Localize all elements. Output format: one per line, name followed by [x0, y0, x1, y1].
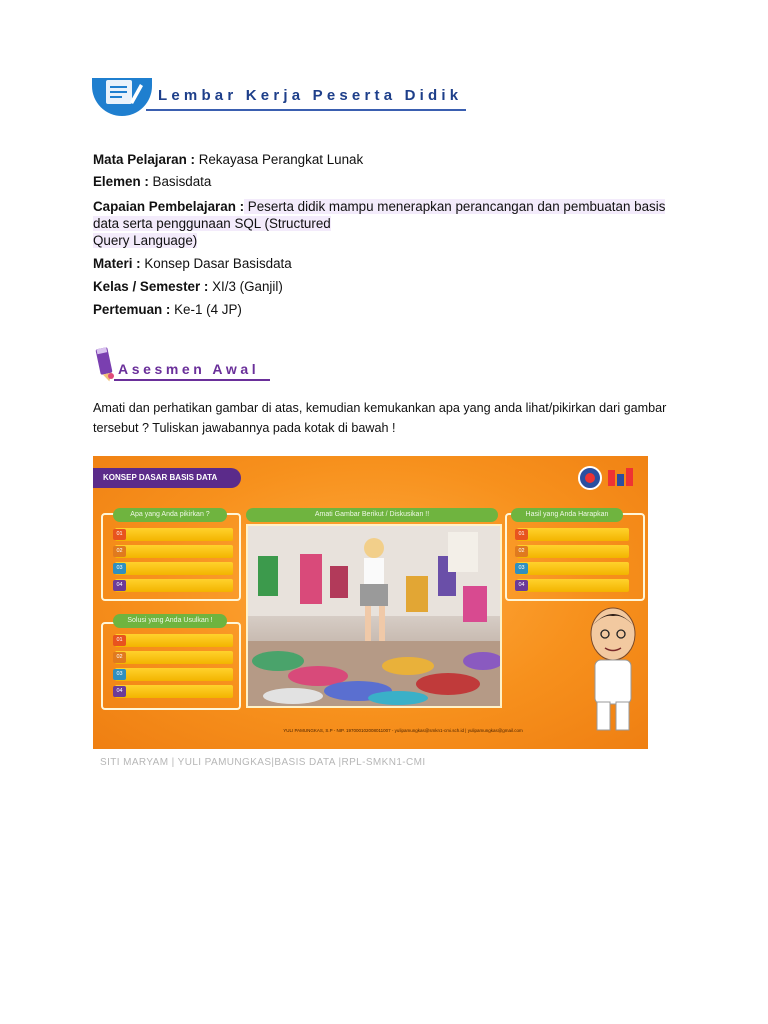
pertemuan-label: Pertemuan :	[93, 302, 171, 317]
row-number: 04	[515, 580, 528, 591]
document-caption: SITI MARYAM | YULI PAMUNGKAS|BASIS DATA |RPL-SMKN1-CMI	[100, 757, 426, 768]
row-number: 04	[113, 580, 126, 591]
lesson-slide	[93, 456, 648, 749]
answer-row	[115, 562, 233, 575]
mata-pelajaran-value: Rekayasa Perangkat Lunak	[194, 152, 364, 167]
pencil-icon	[92, 344, 118, 384]
materi-label: Materi :	[93, 256, 141, 271]
worksheet-title: Lembar Kerja Peserta Didik	[158, 87, 463, 104]
right-head: Hasil yang Anda Harapkan	[511, 508, 623, 522]
solution-row	[115, 685, 233, 698]
answer-row	[115, 528, 233, 541]
lkpd-header	[92, 78, 472, 128]
elemen-value: Basisdata	[148, 174, 212, 189]
teacher-caricature	[583, 604, 643, 734]
asesmen-header	[92, 342, 282, 384]
instruction-paragraph: Amati dan perhatikan gambar di atas, kemudian kemukankan apa yang anda lihat/pikirkan dari gambar tersebut ? Tuliskan jawabannya pada kotak di bawah !	[93, 401, 667, 435]
capaian-label: Capaian Pembelajaran :	[93, 199, 245, 214]
pertemuan-value: Ke-1 (4 JP)	[170, 302, 242, 317]
elemen-line	[93, 173, 211, 190]
answer-row	[115, 579, 233, 592]
solution-row	[115, 634, 233, 647]
result-row	[517, 579, 629, 592]
solution-row	[115, 651, 233, 664]
materi-value: Konsep Dasar Basisdata	[140, 256, 292, 271]
slide-footer: YULI PAMUNGKAS, S.P - NIP. 197000102008011007 - yulipamungkas@smkn1-cmi.sch.id | yulipamungkas@gmail.com	[283, 728, 523, 733]
result-row	[517, 528, 629, 541]
worksheet-icon	[92, 78, 152, 128]
result-row	[517, 545, 629, 558]
asesmen-title: Asesmen Awal	[118, 361, 260, 377]
kelas-line	[93, 278, 283, 295]
row-number: 03	[113, 669, 126, 680]
row-number: 02	[113, 652, 126, 663]
materi-line	[93, 255, 292, 272]
row-number: 04	[113, 686, 126, 697]
mata-pelajaran-label: Mata Pelajaran :	[93, 152, 195, 167]
row-number: 02	[113, 546, 126, 557]
row-number: 02	[515, 546, 528, 557]
mata-pelajaran-line	[93, 151, 363, 168]
row-number: 01	[113, 635, 126, 646]
slide-title: KONSEP DASAR BASIS DATA	[93, 468, 241, 488]
kelas-value: XI/3 (Ganjil)	[208, 279, 283, 294]
row-number: 03	[113, 563, 126, 574]
solution-row	[115, 668, 233, 681]
header-divider	[146, 109, 466, 111]
center-head: Amati Gambar Berikut / Diskusikan !!	[246, 508, 498, 522]
left-bottom-head: Solusi yang Anda Usulkan !	[113, 614, 227, 628]
messy-clothes-photo	[246, 524, 502, 708]
left-top-head: Apa yang Anda pikirkan ?	[113, 508, 227, 522]
row-number: 03	[515, 563, 528, 574]
asesmen-divider	[114, 379, 270, 381]
row-number: 01	[113, 529, 126, 540]
answer-row	[115, 545, 233, 558]
row-number: 01	[515, 529, 528, 540]
capaian-value-cont: Query Language)	[93, 233, 198, 248]
elemen-label: Elemen :	[93, 174, 149, 189]
capaian-block	[93, 198, 673, 249]
school-logos	[577, 464, 635, 492]
messy-room-illustration	[248, 526, 500, 706]
kelas-label: Kelas / Semester :	[93, 279, 209, 294]
capaian-value: Peserta didik mampu menerapkan perancangan dan pembuatan basis data serta penggunaan SQL (Structured	[93, 199, 666, 231]
pertemuan-line	[93, 301, 242, 318]
result-row	[517, 562, 629, 575]
